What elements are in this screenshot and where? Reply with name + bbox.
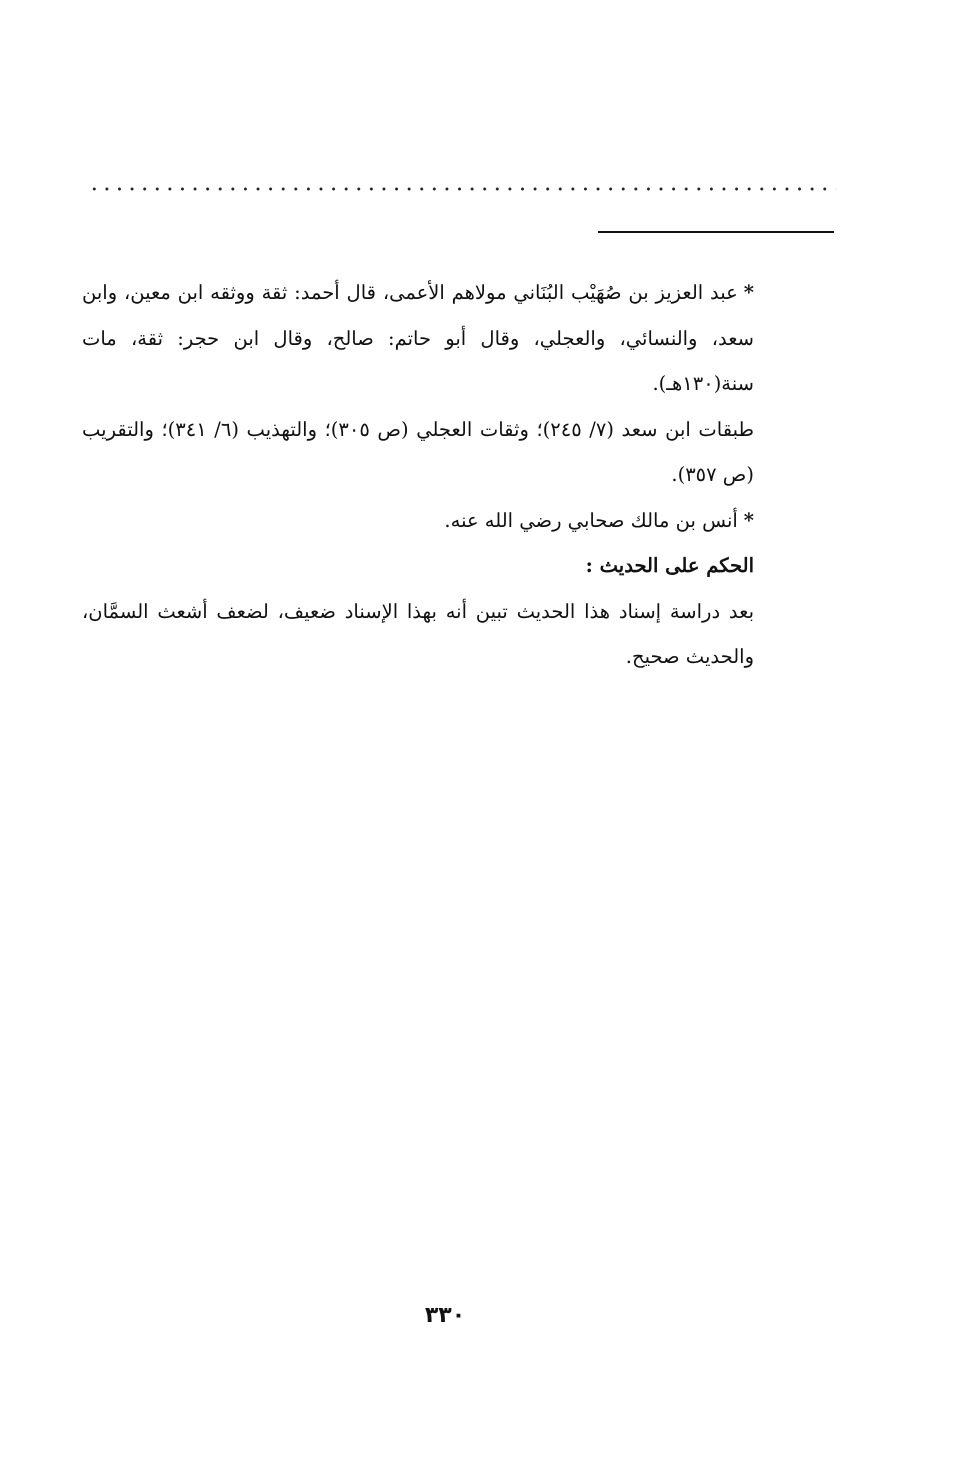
page-number: ٣٣٠: [424, 1303, 466, 1328]
footnote-content: [82, 270, 754, 680]
narrator-entry-1-text: عبد العزيز بن صُهَيْب البُنَاني مولاهم الأعمى، قال أحمد: ثقة ووثقه ابن معين، وابن سعد، والنسائي، والعجلي، وقال أبو حاتم: صالح، وقال ابن حجر: ثقة، مات سنة(١٣٠هـ).: [82, 281, 754, 395]
verdict-heading: الحكم على الحديث :: [585, 554, 754, 577]
sources-entry: طبقات ابن سعد (٧/ ٢٤٥)؛ وثقات العجلي (ص ٣٠٥)؛ والتهذيب (٦/ ٣٤١)؛ والتقريب (ص ٣٥٧).: [82, 417, 754, 486]
verdict-text: بعد دراسة إسناد هذا الحديث تبين أنه بهذا الإسناد ضعيف، لضعف أشعث السمَّان، والحديث صحيح.: [82, 599, 754, 668]
bullet-star-icon: *: [743, 281, 754, 304]
footnote-rule: [598, 231, 834, 233]
dotted-separator: [88, 186, 836, 192]
narrator-entry-1: [82, 270, 754, 407]
bullet-star-icon: *: [743, 508, 754, 532]
narrator-entry-2: [82, 498, 754, 544]
narrator-entry-2-text: أنس بن مالك صحابي رضي الله عنه.: [444, 508, 738, 532]
